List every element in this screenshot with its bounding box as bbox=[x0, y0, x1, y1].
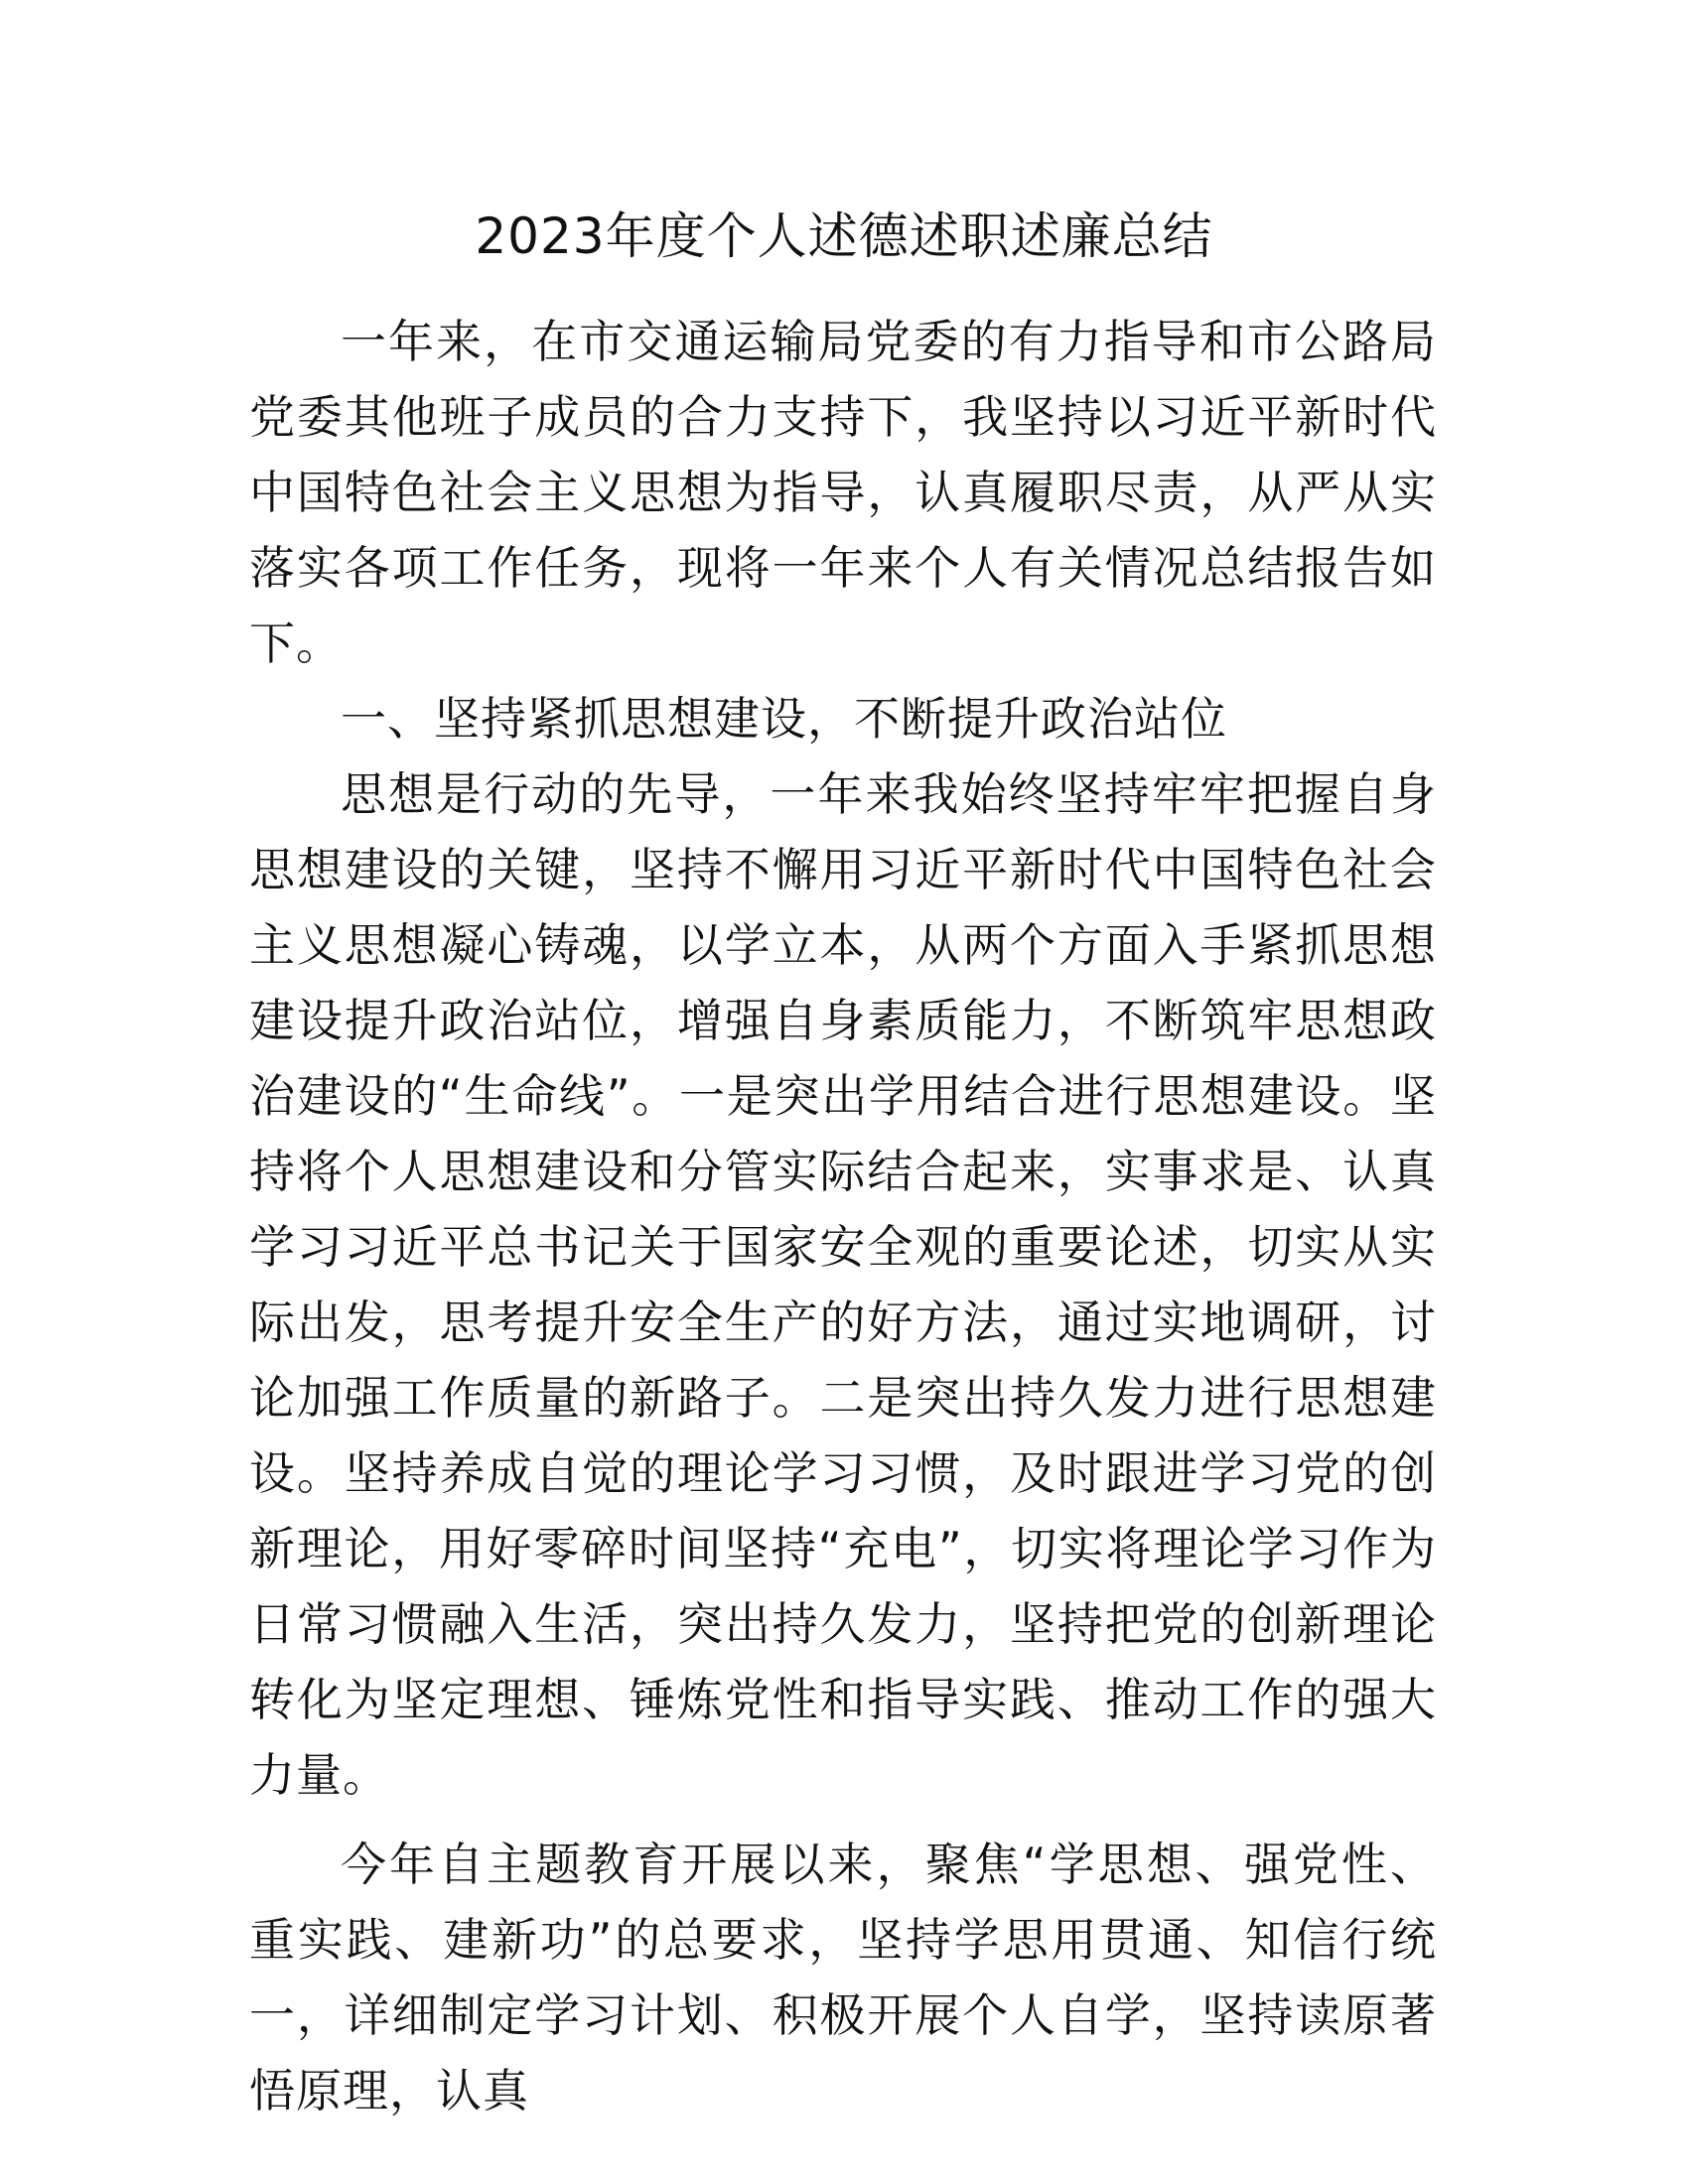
section-heading-1: 一、坚持紧抓思想建设，不断提升政治站位 bbox=[341, 692, 1227, 746]
intro-paragraph: 一年来，在市交通运输局党委的有力指导和市公路局党委其他班子成员的合力支持下，我坚持以习近平新时代中国特色社会主义思想为指导，认真履职尽责，从严从实落实各项工作任务，现将一年来个人有关情况总结报告如下。 bbox=[249, 315, 1437, 670]
document-title: 2023年度个人述德述职述廉总结 bbox=[475, 207, 1213, 265]
document-body bbox=[249, 304, 1437, 2128]
section-1-paragraph: 思想是行动的先导，一年来我始终坚持牢牢把握自身思想建设的关键，坚持不懈用习近平新时代中国特色社会主义思想凝心铸魂，以学立本，从两个方面入手紧抓思想建设提升政治站位，增强自身素质能力，不断筑牢思想政治建设的“生命线”。一是突出学用结合进行思想建设。坚持将个人思想建设和分管实际结合起来，实事求是、认真学习习近平总书记关于国家安全观的重要论述，切实从实际出发，思考提升安全生产的好方法，通过实地调研，讨论加强工作质量的新路子。二是突出持久发力进行思想建设。坚持养成自觉的理论学习习惯，及时跟进学习党的创新理论，用好零碎时间坚持“充电”，切实将理论学习作为日常习惯融入生活，突出持久发力，坚持把党的创新理论转化为坚定理想、锤炼党性和指导实践、推动工作的强大力量。 bbox=[249, 767, 1437, 1802]
theme-education-paragraph: 今年自主题教育开展以来，聚焦“学思想、强党性、重实践、建新功”的总要求，坚持学思用贯通、知信行统一，详细制定学习计划、积极开展个人自学，坚持读原著悟原理，认真 bbox=[249, 1838, 1437, 2117]
